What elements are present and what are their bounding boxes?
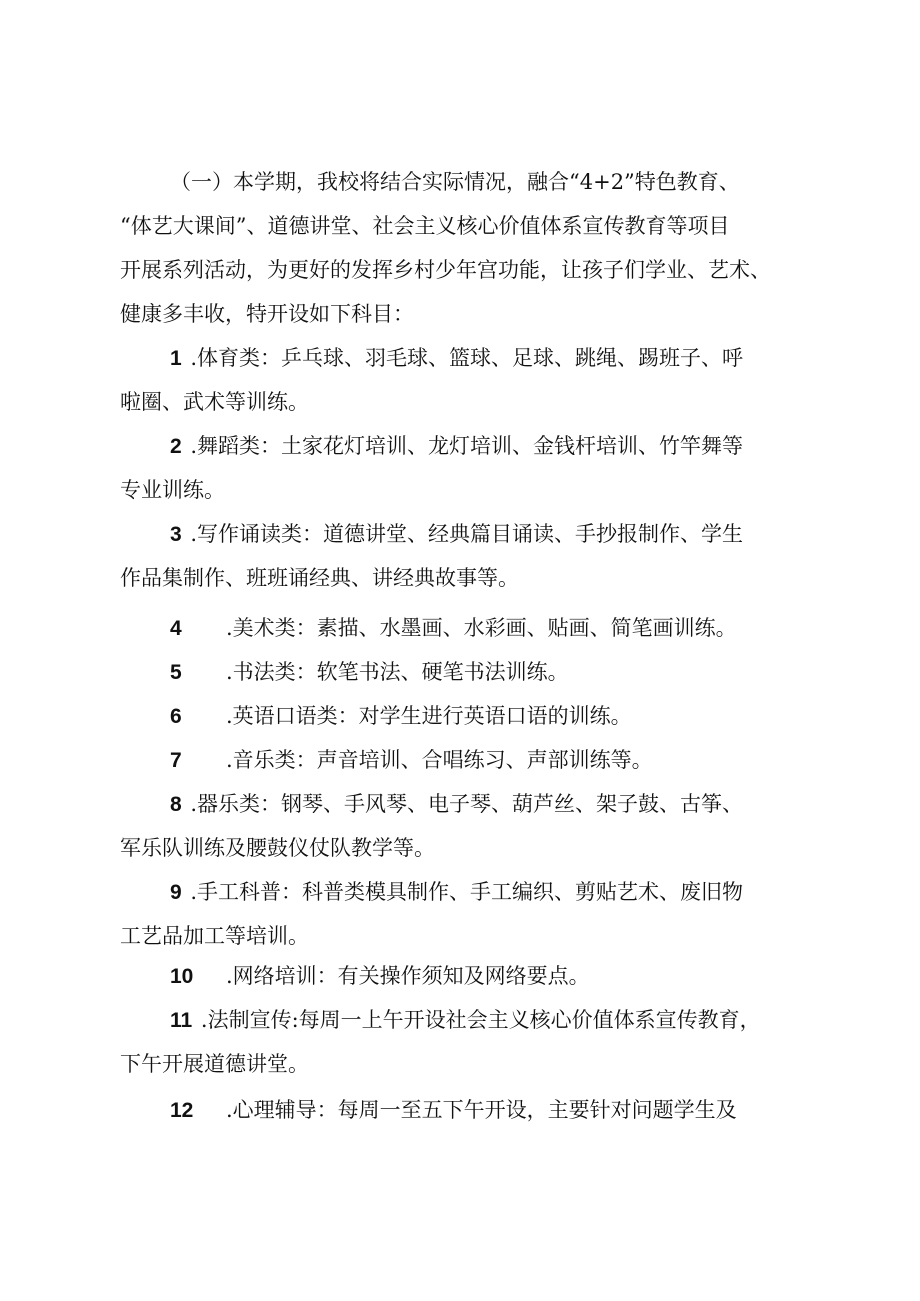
item-text-continuation: 专业训练。 bbox=[120, 478, 225, 502]
list-item-writing bbox=[120, 512, 810, 600]
list-item-network bbox=[170, 954, 590, 999]
item-text: .舞蹈类：土家花灯培训、龙灯培训、金钱杆培训、竹竿舞等 bbox=[190, 434, 744, 458]
item-number: 12 bbox=[170, 1099, 194, 1122]
item-number: 2 bbox=[170, 435, 182, 458]
list-item-line bbox=[120, 336, 810, 380]
item-number: 8 bbox=[170, 793, 182, 816]
list-item-counseling bbox=[170, 1088, 737, 1133]
list-item-sports bbox=[120, 336, 810, 424]
item-number: 4 bbox=[170, 617, 182, 640]
item-text-continuation: 军乐队训练及腰鼓仪仗队教学等。 bbox=[120, 836, 435, 860]
intro-line-3: 开展系列活动，为更好的发挥乡村少年宫功能，让孩子们学业、艺术、 bbox=[120, 258, 771, 282]
item-number: 3 bbox=[170, 523, 182, 546]
list-item-line bbox=[120, 782, 810, 826]
intro-line-2: “体艺大课间”、道德讲堂、社会主义核心价值体系宣传教育等项目 bbox=[120, 214, 730, 238]
item-text: .体育类：乒乓球、羽毛球、篮球、足球、跳绳、踢班子、呼 bbox=[190, 346, 744, 370]
list-item-line bbox=[120, 870, 810, 914]
list-item-art bbox=[170, 606, 737, 651]
intro-paragraph bbox=[120, 160, 810, 336]
list-item-line bbox=[120, 998, 810, 1042]
item-number: 10 bbox=[170, 965, 194, 988]
item-number: 11 bbox=[170, 1009, 193, 1032]
item-number: 7 bbox=[170, 749, 182, 772]
list-item-line bbox=[120, 424, 810, 468]
item-text: .写作诵读类：道德讲堂、经典篇目诵读、手抄报制作、学生 bbox=[190, 522, 744, 546]
item-number: 1 bbox=[170, 347, 182, 370]
list-item-instruments bbox=[120, 782, 810, 870]
item-text: .美术类：素描、水墨画、水彩画、贴画、简笔画训练。 bbox=[226, 616, 737, 640]
list-item-calligraphy bbox=[170, 650, 569, 695]
item-text: .手工科普：科普类模具制作、手工编织、剪贴艺术、废旧物 bbox=[190, 880, 744, 904]
item-text: .网络培训：有关操作须知及网络要点。 bbox=[226, 964, 590, 988]
item-text: .心理辅导：每周一至五下午开设，主要针对问题学生及 bbox=[226, 1098, 737, 1122]
item-text: .书法类：软笔书法、硬笔书法训练。 bbox=[226, 660, 569, 684]
list-item-english bbox=[170, 694, 632, 739]
item-text-continuation: 作品集制作、班班诵经典、讲经典故事等。 bbox=[120, 566, 519, 590]
list-item-legal bbox=[120, 998, 810, 1086]
item-text-continuation: 下午开展道德讲堂。 bbox=[120, 1052, 309, 1076]
item-text-continuation: 工艺品加工等培训。 bbox=[120, 924, 309, 948]
item-number: 9 bbox=[170, 881, 182, 904]
list-item-music bbox=[170, 738, 653, 783]
item-text-continuation: 啦圈、武术等训练。 bbox=[120, 390, 309, 414]
list-item-dance bbox=[120, 424, 810, 512]
item-text: .英语口语类：对学生进行英语口语的训练。 bbox=[226, 704, 632, 728]
item-text: .音乐类：声音培训、合唱练习、声部训练等。 bbox=[226, 748, 653, 772]
item-text: .法制宣传:每周一上午开设社会主义核心价值体系宣传教育， bbox=[200, 1008, 761, 1032]
list-item-line bbox=[120, 512, 810, 556]
item-number: 6 bbox=[170, 705, 182, 728]
item-number: 5 bbox=[170, 661, 182, 684]
intro-line-4: 健康多丰收，特开设如下科目： bbox=[120, 302, 414, 326]
intro-line-1: （一）本学期，我校将结合实际情况，融合“4+2”特色教育、 bbox=[170, 170, 740, 194]
item-text: .器乐类：钢琴、手风琴、电子琴、葫芦丝、架子鼓、古筝、 bbox=[190, 792, 744, 816]
list-item-handcraft bbox=[120, 870, 810, 958]
